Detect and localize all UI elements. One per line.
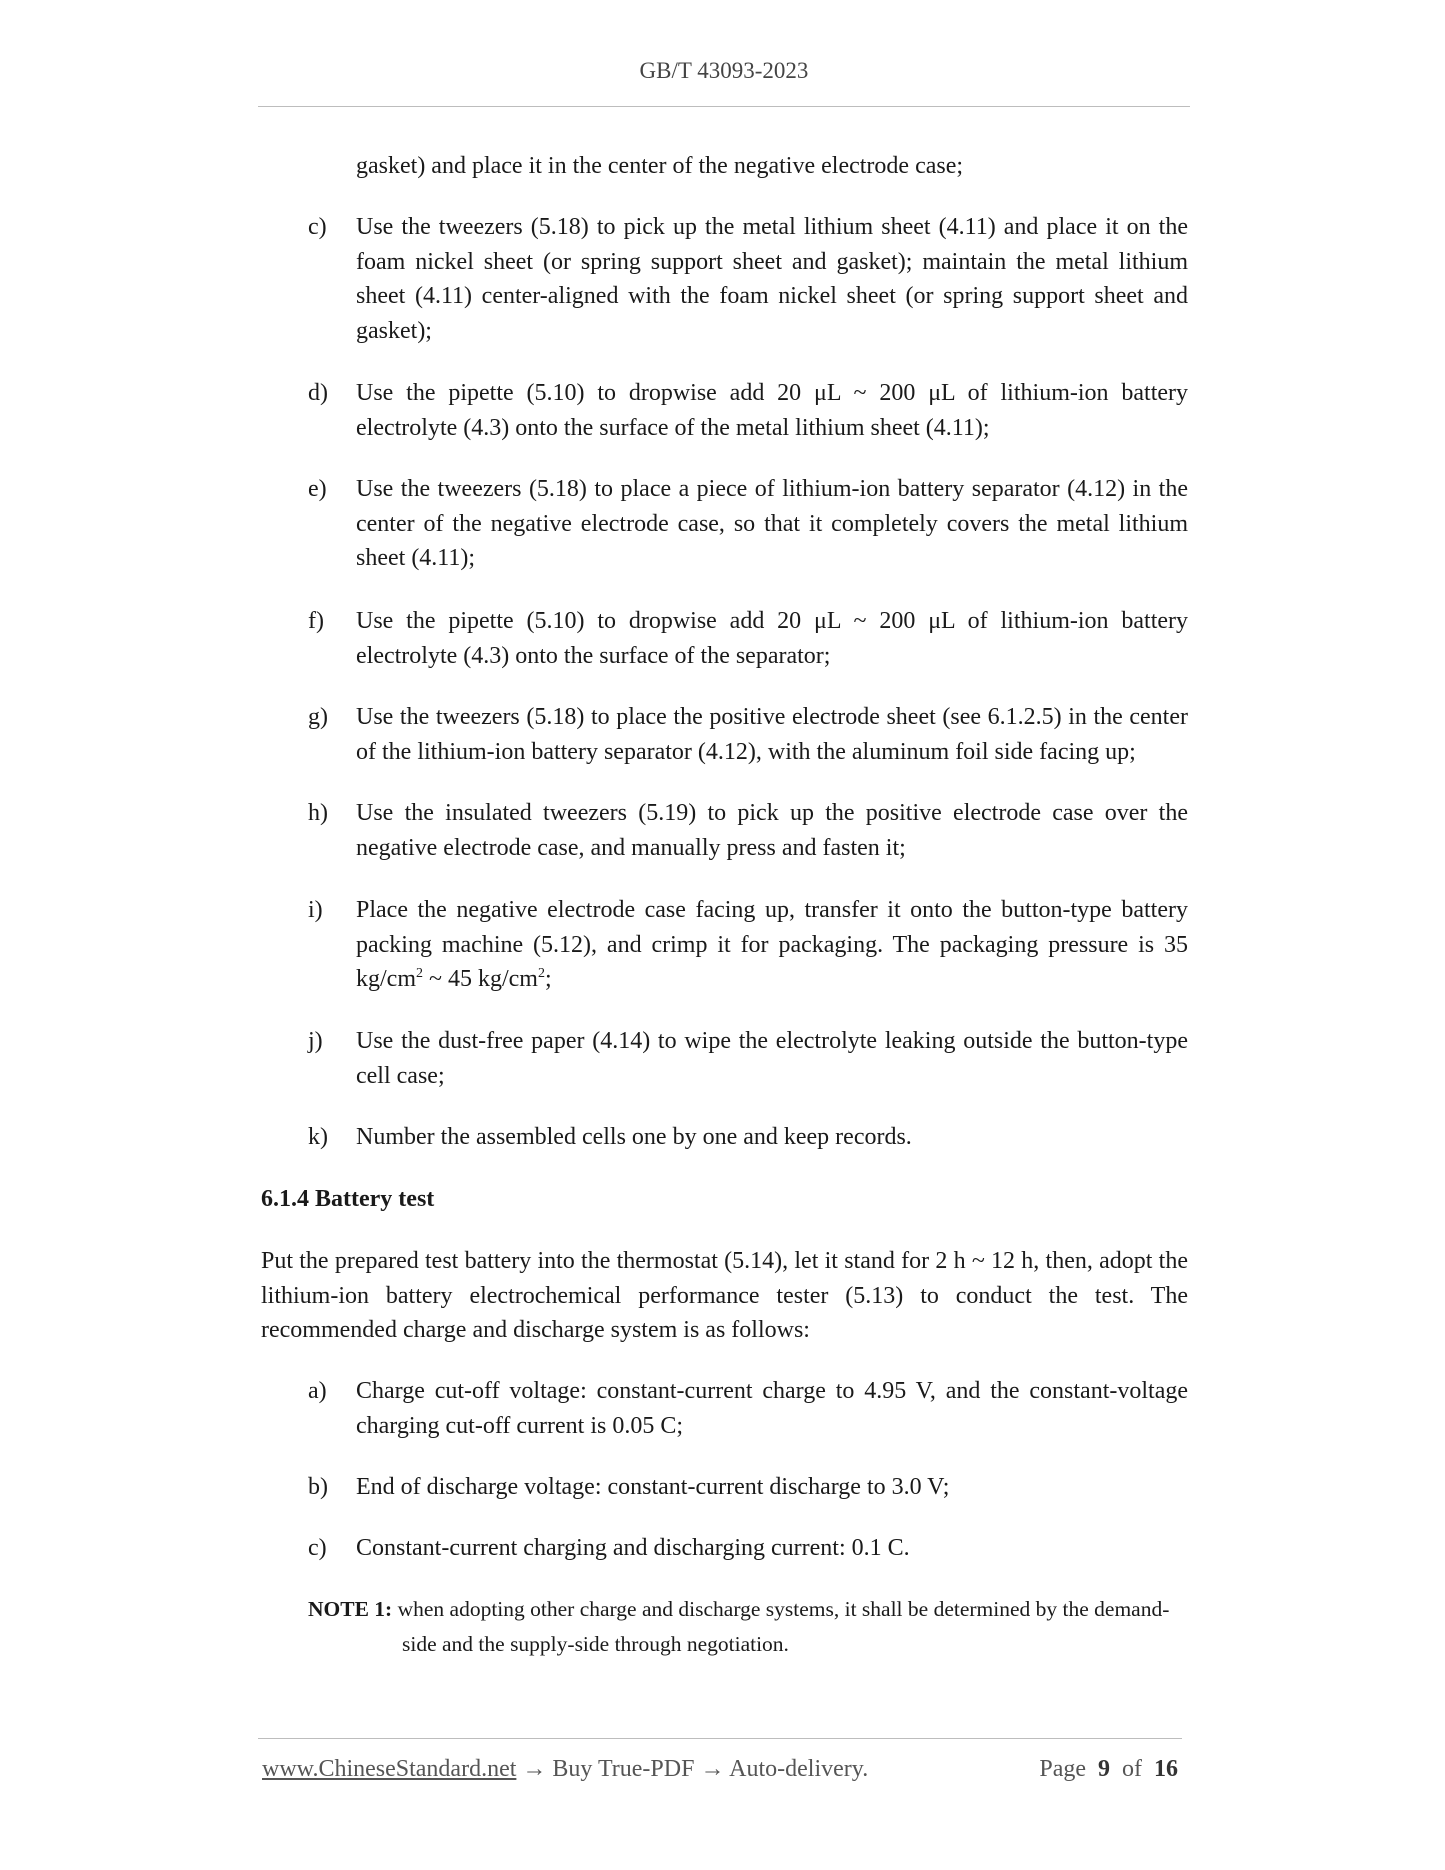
step-text-f: Use the pipette (5.10) to dropwise add 20 μL ~ 200 μL of lithium-ion battery electrolyte (4.3) onto the surface of the separator; (356, 608, 1188, 669)
note-line-2: side and the supply-side through negotiation. (402, 1631, 789, 1656)
list-text-b: End of discharge voltage: constant-current discharge to 3.0 V; (356, 1474, 950, 1500)
step-marker-h: h) (308, 800, 328, 826)
step-text-k: Number the assembled cells one by one and keep records. (356, 1124, 912, 1150)
pressure-max-unit: kg/cm (477, 966, 538, 992)
of-word: of (1122, 1756, 1142, 1782)
arrow-icon: → (522, 1756, 547, 1782)
list-marker-b: b) (308, 1474, 328, 1500)
page-number: 9 (1098, 1756, 1110, 1782)
list-marker-a: a) (308, 1378, 327, 1404)
note-line-1: when adopting other charge and discharge systems, it shall be determined by the demand- (392, 1597, 1170, 1621)
auto-delivery-text: Auto-delivery. (729, 1756, 869, 1782)
header-divider (258, 106, 1190, 107)
list-text-a: Charge cut-off voltage: constant-current charge to 4.95 V, and the constant-voltage charging cut-off current is 0.05 C; (356, 1378, 1188, 1439)
step-marker-j: j) (308, 1028, 323, 1054)
step-text-i-main: Place the negative electrode case facing up, transfer it onto the button-type battery packing machine (5.12), and crimp it for packaging. The packaging pressure is 35 (356, 897, 1188, 958)
list-marker-c: c) (308, 1535, 327, 1561)
step-marker-e: e) (308, 476, 327, 502)
step-text-d: Use the pipette (5.10) to dropwise add 20 μL ~ 200 μL of lithium-ion battery electrolyte (4.3) onto the surface of the metal lithium sheet (4.11); (356, 380, 1188, 441)
step-marker-i: i) (308, 897, 323, 923)
page-indicator (1039, 1756, 1178, 1783)
step-marker-c: c) (308, 214, 327, 240)
section-heading: 6.1.4 Battery test (261, 1186, 435, 1212)
arrow-icon: → (700, 1756, 725, 1782)
unit-exponent: 2 (416, 966, 423, 981)
pressure-min-unit: kg/cm (356, 966, 416, 992)
continuation-text: gasket) and place it in the center of the negative electrode case; (356, 153, 964, 179)
buy-pdf-text: Buy True-PDF (552, 1756, 695, 1782)
page-footer (262, 1756, 1182, 1783)
list-text-c: Constant-current charging and discharging current: 0.1 C. (356, 1535, 910, 1561)
step-marker-k: k) (308, 1124, 328, 1150)
total-pages: 16 (1154, 1756, 1178, 1782)
unit-exponent: 2 (537, 966, 545, 981)
section-intro: Put the prepared test battery into the thermostat (5.14), let it stand for 2 h ~ 12 h, then, adopt the lithium-ion battery electrochemical performance tester (5.13) to conduct the test. The recommended charge and discharge system is as follows: (261, 1248, 1188, 1343)
step-marker-d: d) (308, 380, 328, 406)
step-text-g: Use the tweezers (5.18) to place the positive electrode sheet (see 6.1.2.5) in the center of the lithium-ion battery separator (4.12), with the aluminum foil side facing up; (356, 704, 1188, 765)
footer-divider (258, 1738, 1182, 1739)
website-link[interactable]: www.ChineseStandard.net (262, 1756, 517, 1782)
step-marker-f: f) (308, 608, 324, 634)
step-text-c: Use the tweezers (5.18) to pick up the metal lithium sheet (4.11) and place it on the foam nickel sheet (or spring support sheet and gasket); maintain the metal lithium sheet (4.11) center-aligned with the foam nickel sheet (or spring support sheet and gasket); (356, 214, 1188, 344)
step-text-e: Use the tweezers (5.18) to place a piece of lithium-ion battery separator (4.12) in the center of the negative electrode case, so that it completely covers the metal lithium sheet (4.11); (356, 476, 1188, 571)
step-text-h: Use the insulated tweezers (5.19) to pick up the positive electrode case over the negative electrode case, and manually press and fasten it; (356, 800, 1188, 861)
pressure-separator: ~ 45 (423, 966, 478, 992)
step-marker-g: g) (308, 704, 328, 730)
note-label: NOTE 1: (308, 1597, 393, 1621)
note-block (308, 1592, 1188, 1661)
page-header: GB/T 43093-2023 (639, 58, 809, 83)
page-word: Page (1039, 1756, 1086, 1782)
step-text-i-end: ; (544, 966, 552, 992)
step-text-i (356, 893, 1188, 997)
step-text-j: Use the dust-free paper (4.14) to wipe the electrolyte leaking outside the button-type cell case; (356, 1028, 1188, 1089)
